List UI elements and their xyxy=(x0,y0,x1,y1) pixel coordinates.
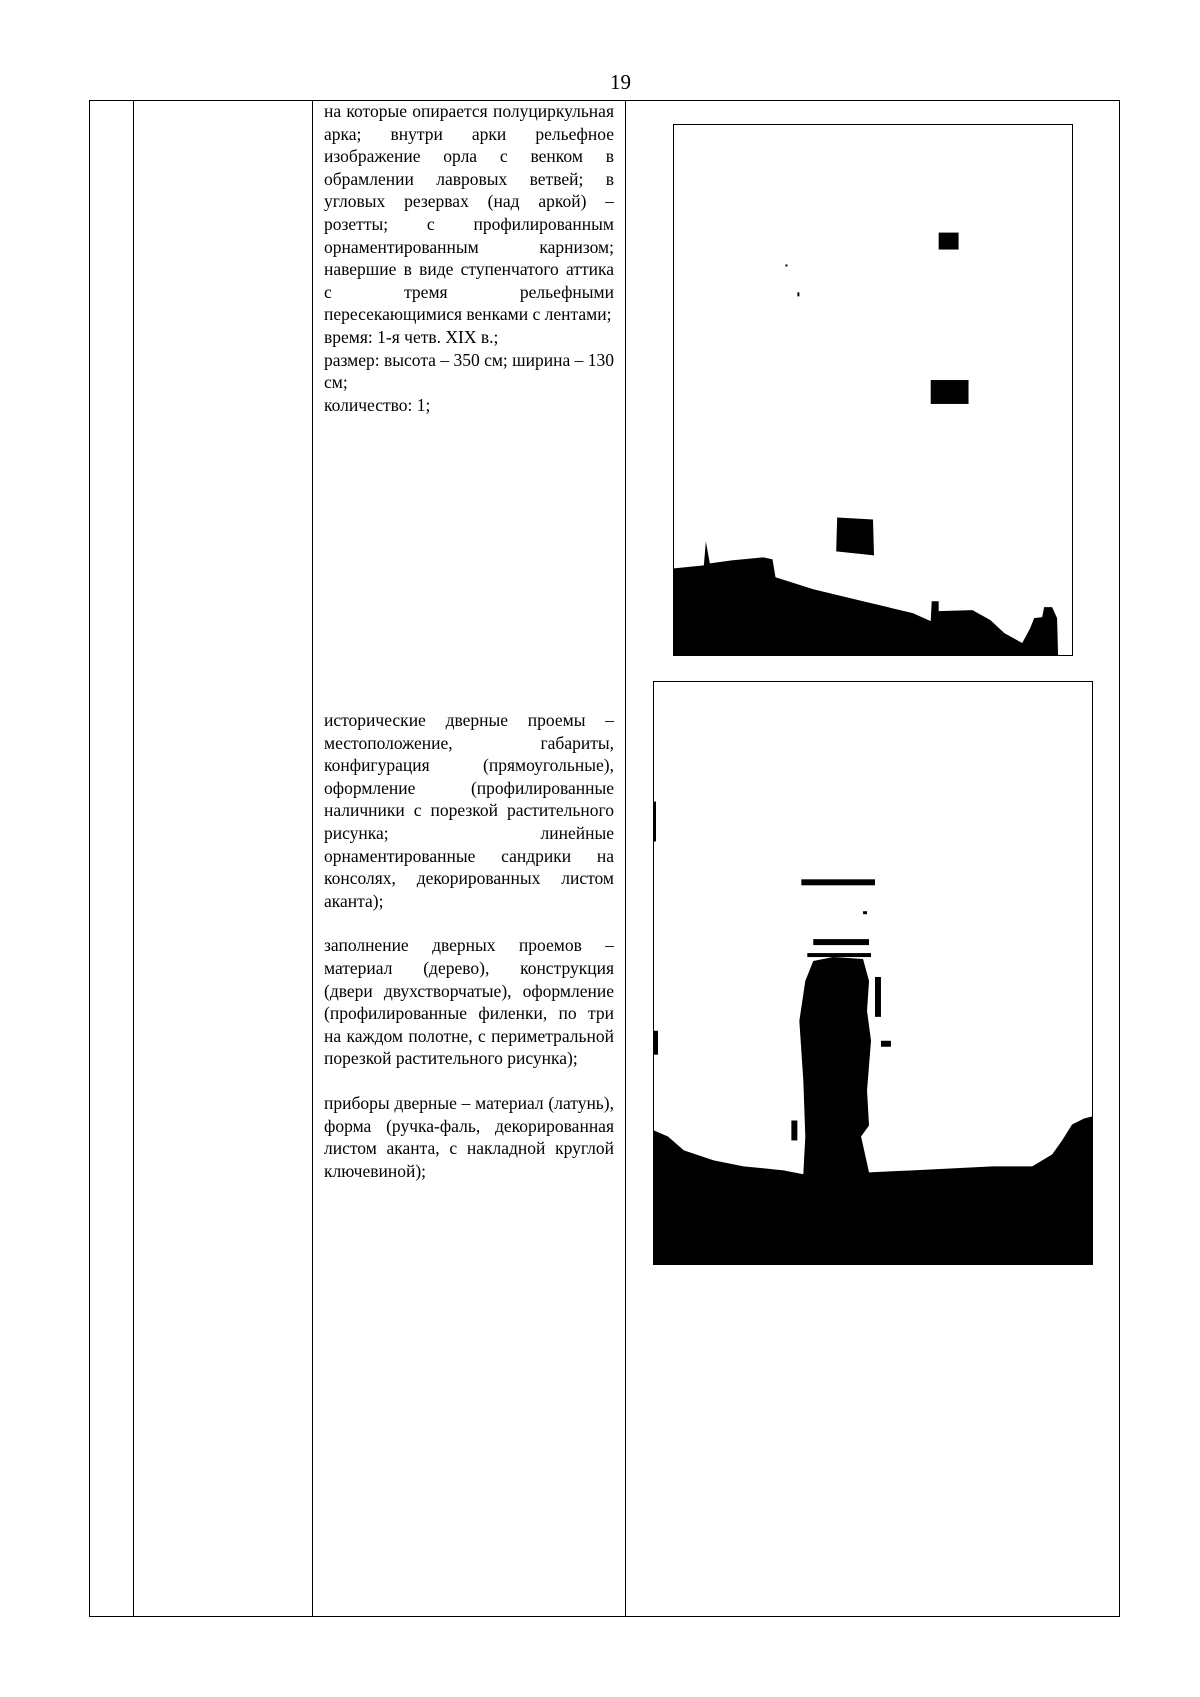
door-filling-text: заполнение дверных проемов – материал (дерево), конструкция (двери двухстворчатые), оформление (профилированные филенки, по три на каждом полотне, с периметральной порезкой растительного рисунка); xyxy=(324,935,614,1069)
photo-door-image xyxy=(654,682,1092,1264)
description-top-main: на которые опирается полуциркульная арка; внутри арки рельефное изображение орла с венком в обрамлении лавровых ветвей; в угловых резервах (над аркой) – розетты; с профилированным орнаментированным карнизом; навершие в виде ступенчатого аттика с тремя рельефными пересекающимися венками с лентами; xyxy=(324,101,614,325)
description-top-time: время: 1-я четв. XIX в.; xyxy=(324,326,499,347)
door-openings-text: исторические дверные проемы – местоположение, габариты, конфигурация (прямоугольные), оформление (профилированные наличники с порезкой растительного рисунка; линейные орнаментированные сандрики на консолях, декорированных листом аканта); xyxy=(324,710,614,911)
column-divider-1 xyxy=(133,100,134,1617)
description-top-size: размер: высота – 350 см; ширина – 130 см; xyxy=(324,349,614,393)
description-top-quantity: количество: 1; xyxy=(324,394,431,415)
photo-portal xyxy=(673,124,1073,656)
column-divider-2 xyxy=(312,100,313,1617)
page-number: 19 xyxy=(610,70,631,94)
description-doors xyxy=(324,709,614,1182)
description-top xyxy=(324,100,614,416)
column-divider-3 xyxy=(625,100,626,1617)
photo-portal-image xyxy=(674,125,1072,655)
photo-door xyxy=(653,681,1093,1265)
door-hardware-text: приборы дверные – материал (латунь), форма (ручка-фаль, декорированная листом аканта, с накладной круглой ключевиной); xyxy=(324,1092,614,1181)
